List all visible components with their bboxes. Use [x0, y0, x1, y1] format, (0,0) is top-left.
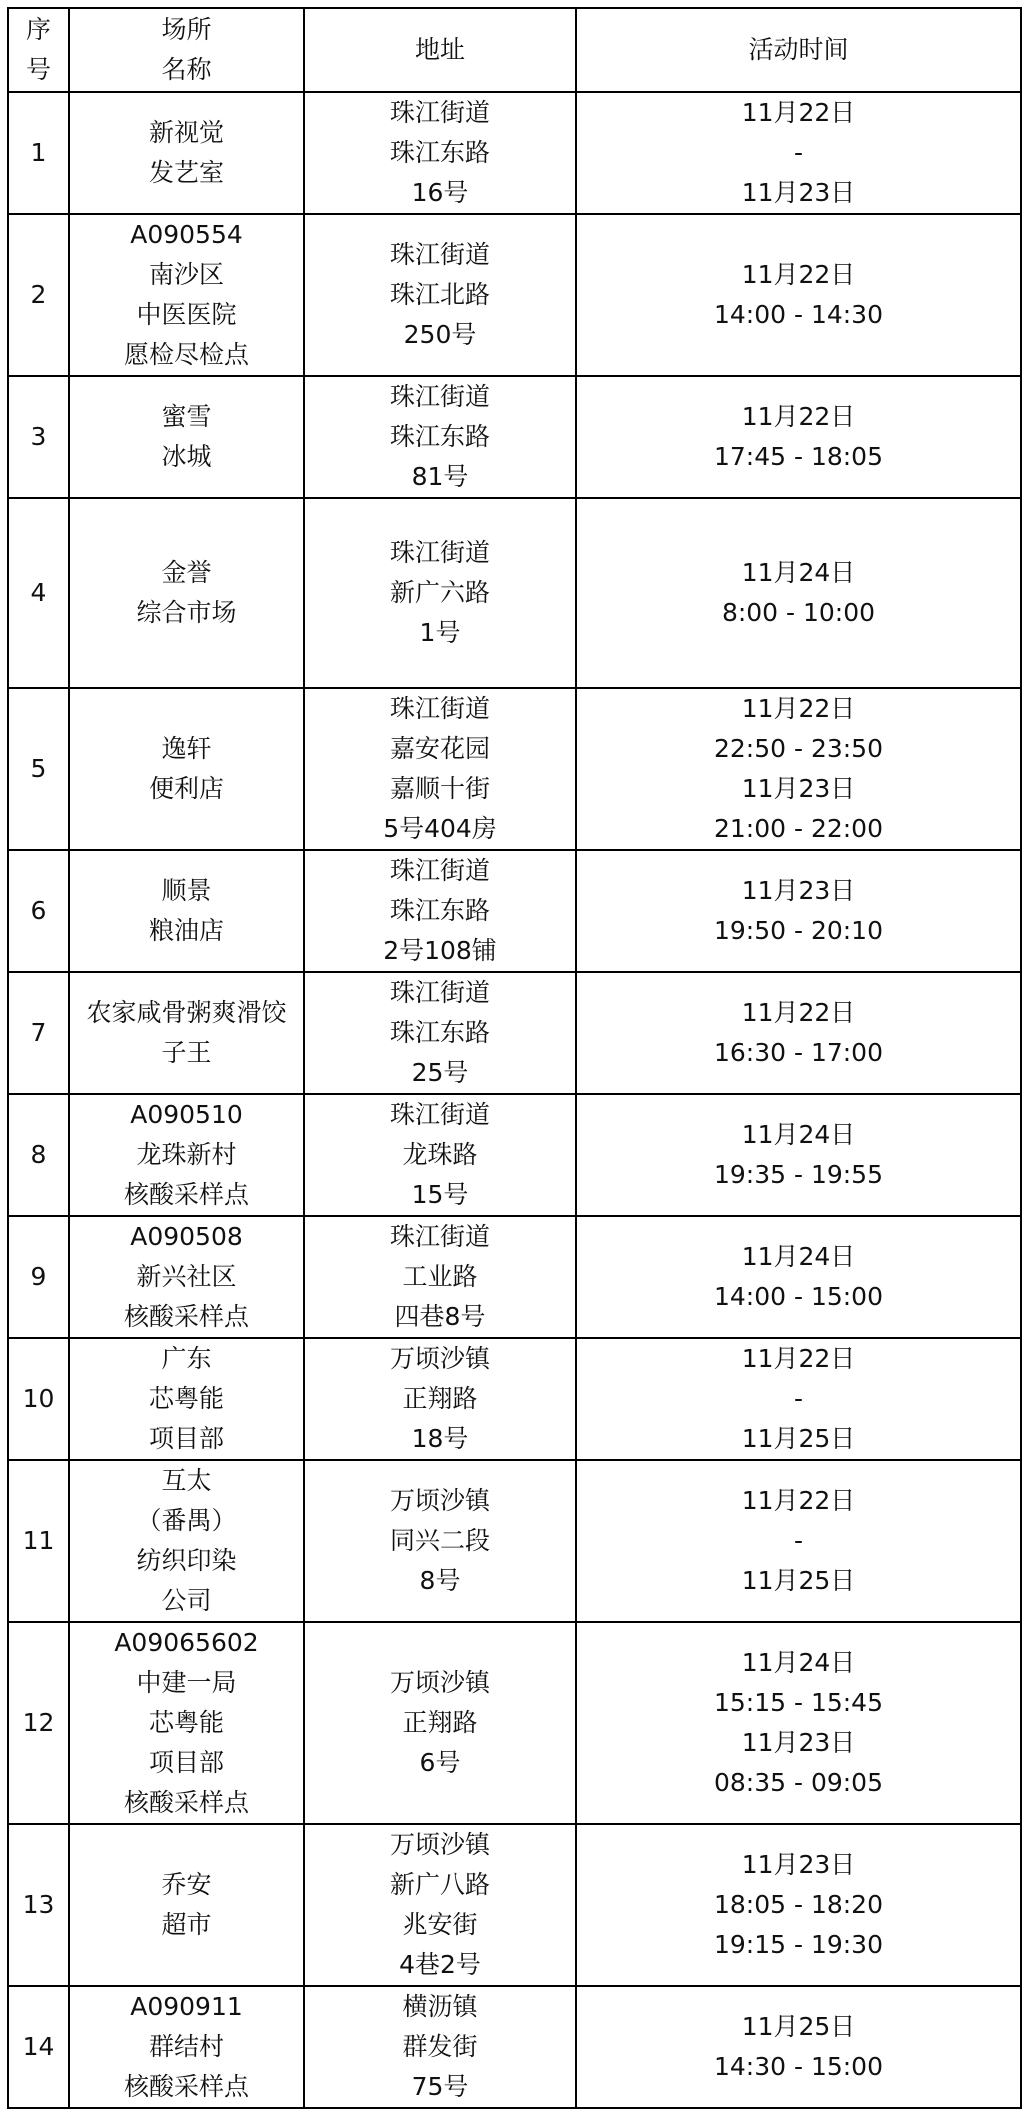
place-name-cell-line: 项目部: [148, 1424, 224, 1453]
activity-time-cell-line: -: [793, 1526, 804, 1555]
serial-number-cell: 6: [8, 850, 69, 972]
activity-time-cell-line: 8:00 - 10:00: [721, 598, 876, 627]
place-name-cell-line: A09065602: [114, 1628, 259, 1657]
place-name-cell: [69, 1094, 304, 1216]
venue-activity-table: [7, 7, 1022, 2109]
serial-number-cell: 14: [8, 1986, 69, 2108]
place-name-cell-line: 新视觉: [148, 118, 224, 147]
activity-time-cell: [576, 498, 1021, 688]
activity-time-cell-line: 15:15 - 15:45: [713, 1688, 883, 1717]
address-cell-line: 兆安街: [402, 1910, 478, 1939]
activity-time-cell: [576, 1216, 1021, 1338]
activity-time-cell-line: -: [793, 138, 804, 167]
serial-number-cell: 10: [8, 1338, 69, 1460]
activity-time-cell-line: 11月25日: [741, 2012, 856, 2041]
serial-number-cell: 1: [8, 92, 69, 214]
table-row: [8, 850, 1021, 972]
activity-time-cell-line: 08:35 - 09:05: [713, 1768, 883, 1797]
place-name-cell-line: 公司: [161, 1586, 212, 1615]
activity-time-cell: [576, 688, 1021, 850]
serial-number-cell: 4: [8, 498, 69, 688]
place-name-cell-line: 群结村: [148, 2032, 224, 2061]
address-cell-line: 珠江北路: [389, 280, 490, 309]
address-cell: [304, 850, 576, 972]
place-name-cell-line: 新兴社区: [136, 1262, 237, 1291]
table-row: [8, 1986, 1021, 2108]
place-name-cell-line: 芯粤能: [148, 1384, 224, 1413]
address-cell-line: 万顷沙镇: [389, 1486, 490, 1515]
address-cell-line: 横沥镇: [402, 1992, 478, 2021]
address-cell-line: 75号: [411, 2072, 469, 2101]
place-name-cell-line: 愿检尽检点: [123, 340, 249, 369]
address-cell: [304, 1338, 576, 1460]
activity-time-cell-line: 11月22日: [741, 98, 856, 127]
activity-time-cell-line: 11月22日: [741, 998, 856, 1027]
address-cell: [304, 1094, 576, 1216]
activity-time-cell-line: 14:00 - 14:30: [713, 300, 883, 329]
place-name-cell-line: 蜜雪: [161, 402, 212, 431]
activity-time-cell-line: 11月24日: [741, 1648, 856, 1677]
place-name-cell-line: 逸轩: [161, 734, 212, 763]
place-name-cell-line: 核酸采样点: [123, 1180, 249, 1209]
activity-time-cell: [576, 214, 1021, 376]
serial-number-cell: 5: [8, 688, 69, 850]
address-cell-line: 群发街: [402, 2032, 478, 2061]
place-name-cell-line: 广东: [161, 1344, 212, 1373]
place-name-cell: [69, 1824, 304, 1986]
address-cell-line: 珠江东路: [389, 138, 490, 167]
address-cell: [304, 1986, 576, 2108]
place-name-cell: [69, 1338, 304, 1460]
address-cell-line: 25号: [411, 1058, 469, 1087]
address-cell-line: 正翔路: [402, 1708, 478, 1737]
serial-number-cell: 8: [8, 1094, 69, 1216]
place-name-cell-line: A090510: [130, 1100, 243, 1129]
place-name-cell: [69, 92, 304, 214]
header-address: 地址: [304, 8, 576, 92]
table-row: [8, 92, 1021, 214]
activity-time-cell-line: 11月23日: [741, 876, 856, 905]
activity-time-cell-line: 14:30 - 15:00: [713, 2052, 883, 2081]
address-cell-line: 珠江东路: [389, 1018, 490, 1047]
table-row: [8, 972, 1021, 1094]
place-name-cell-line: 核酸采样点: [123, 2072, 249, 2101]
address-cell: [304, 92, 576, 214]
activity-time-cell-line: 11月22日: [741, 694, 856, 723]
serial-number-cell: 13: [8, 1824, 69, 1986]
place-name-cell-line: 核酸采样点: [123, 1302, 249, 1331]
place-name-cell: [69, 214, 304, 376]
address-cell: [304, 1824, 576, 1986]
address-cell-line: 4巷2号: [399, 1950, 481, 1979]
activity-time-cell-line: 19:15 - 19:30: [713, 1930, 883, 1959]
address-cell-line: 81号: [411, 462, 469, 491]
activity-time-cell-line: 11月24日: [741, 1242, 856, 1271]
place-name-cell-line: 金誉: [161, 558, 212, 587]
activity-time-cell-line: 11月22日: [741, 402, 856, 431]
place-name-cell-line: A090554: [130, 220, 243, 249]
place-name-cell-line: 综合市场: [136, 598, 237, 627]
address-cell-line: 珠江街道: [389, 240, 490, 269]
table-row: [8, 1338, 1021, 1460]
place-name-cell: [69, 1460, 304, 1622]
table-row: [8, 1460, 1021, 1622]
activity-time-cell-line: 16:30 - 17:00: [713, 1038, 883, 1067]
serial-number-cell: 11: [8, 1460, 69, 1622]
address-cell-line: 正翔路: [402, 1384, 478, 1413]
activity-time-cell: [576, 1460, 1021, 1622]
place-name-cell-line: 顺景: [161, 876, 212, 905]
place-name-cell-line: 纺织印染: [136, 1546, 237, 1575]
address-cell: [304, 972, 576, 1094]
place-name-cell-line: 超市: [161, 1910, 212, 1939]
activity-time-cell: [576, 850, 1021, 972]
place-name-cell-line: 粮油店: [148, 916, 224, 945]
activity-time-cell: [576, 92, 1021, 214]
serial-number-cell: 12: [8, 1622, 69, 1824]
activity-time-cell: [576, 1338, 1021, 1460]
address-cell-line: 1号: [419, 618, 461, 647]
place-name-cell: [69, 1622, 304, 1824]
address-cell-line: 5号404房: [383, 814, 497, 843]
table-row: [8, 498, 1021, 688]
address-cell-line: 四巷8号: [394, 1302, 486, 1331]
address-cell-line: 工业路: [402, 1262, 478, 1291]
address-cell-line: 万顷沙镇: [389, 1344, 490, 1373]
place-name-cell: [69, 1216, 304, 1338]
address-cell-line: 嘉顺十街: [389, 774, 490, 803]
activity-time-cell-line: 11月25日: [741, 1566, 856, 1595]
activity-time-cell-line: 11月22日: [741, 1486, 856, 1515]
header-activity-time: 活动时间: [576, 8, 1021, 92]
address-cell: [304, 688, 576, 850]
activity-time-cell-line: 21:00 - 22:00: [713, 814, 883, 843]
place-name-cell: [69, 498, 304, 688]
address-cell-line: 同兴二段: [389, 1526, 490, 1555]
address-cell-line: 18号: [411, 1424, 469, 1453]
place-name-cell: [69, 972, 304, 1094]
address-cell: [304, 376, 576, 498]
place-name-cell-line: 南沙区: [148, 260, 224, 289]
address-cell-line: 2号108铺: [383, 936, 497, 965]
address-cell-line: 16号: [411, 178, 469, 207]
activity-time-cell-line: 19:50 - 20:10: [713, 916, 883, 945]
address-cell-line: 珠江街道: [389, 694, 490, 723]
address-cell-line: 新广六路: [389, 578, 490, 607]
address-cell: [304, 498, 576, 688]
place-name-cell-line: 核酸采样点: [123, 1788, 249, 1817]
table-row: [8, 1094, 1021, 1216]
serial-number-cell: 9: [8, 1216, 69, 1338]
serial-number-cell: 2: [8, 214, 69, 376]
place-name-cell: [69, 850, 304, 972]
activity-time-cell-line: 11月24日: [741, 558, 856, 587]
address-cell-line: 新广八路: [389, 1870, 490, 1899]
activity-time-cell-line: 11月23日: [741, 1728, 856, 1757]
serial-number-cell: 3: [8, 376, 69, 498]
place-name-cell-line: 冰城: [161, 442, 212, 471]
table-header-row: [8, 8, 1021, 92]
activity-time-cell-line: 11月25日: [741, 1424, 856, 1453]
place-name-cell-line: 发艺室: [148, 158, 224, 187]
place-name-cell-line: 互太: [161, 1466, 212, 1495]
address-cell-line: 龙珠路: [402, 1140, 478, 1169]
address-cell-line: 珠江街道: [389, 978, 490, 1007]
address-cell-line: 珠江东路: [389, 896, 490, 925]
activity-time-cell-line: 11月22日: [741, 260, 856, 289]
activity-time-cell: [576, 1622, 1021, 1824]
activity-time-cell-line: 14:00 - 15:00: [713, 1282, 883, 1311]
activity-time-cell-line: -: [793, 1384, 804, 1413]
place-name-cell-line: 芯粤能: [148, 1708, 224, 1737]
activity-time-cell: [576, 1986, 1021, 2108]
activity-time-cell-line: 22:50 - 23:50: [713, 734, 883, 763]
address-cell-line: 珠江街道: [389, 1100, 490, 1129]
address-cell: [304, 214, 576, 376]
place-name-cell: [69, 688, 304, 850]
place-name-cell-line: 项目部: [148, 1748, 224, 1777]
place-name-cell-line: 便利店: [148, 774, 224, 803]
address-cell-line: 万顷沙镇: [389, 1830, 490, 1859]
place-name-cell-line: 龙珠新村: [136, 1140, 237, 1169]
address-cell-line: 珠江街道: [389, 98, 490, 127]
address-cell-line: 珠江街道: [389, 382, 490, 411]
activity-time-cell-line: 17:45 - 18:05: [713, 442, 883, 471]
address-cell: [304, 1622, 576, 1824]
activity-time-cell: [576, 376, 1021, 498]
activity-time-cell: [576, 1094, 1021, 1216]
activity-time-cell: [576, 1824, 1021, 1986]
header-place-name: 场所 名称: [69, 8, 304, 92]
activity-time-cell-line: 11月22日: [741, 1344, 856, 1373]
address-cell: [304, 1460, 576, 1622]
table-row: [8, 1622, 1021, 1824]
place-name-cell-line: 中建一局: [136, 1668, 237, 1697]
address-cell-line: 珠江街道: [389, 538, 490, 567]
activity-time-cell-line: 11月23日: [741, 1850, 856, 1879]
place-name-cell-line: A090911: [130, 1992, 243, 2021]
address-cell-line: 8号: [419, 1566, 461, 1595]
activity-time-cell-line: 11月24日: [741, 1120, 856, 1149]
activity-time-cell-line: 18:05 - 18:20: [713, 1890, 883, 1919]
address-cell-line: 15号: [411, 1180, 469, 1209]
address-cell-line: 珠江东路: [389, 422, 490, 451]
activity-time-cell: [576, 972, 1021, 1094]
place-name-cell-line: 农家咸骨粥爽滑饺: [86, 998, 287, 1027]
activity-time-cell-line: 19:35 - 19:55: [713, 1160, 883, 1189]
table-row: [8, 1824, 1021, 1986]
address-cell-line: 万顷沙镇: [389, 1668, 490, 1697]
address-cell-line: 珠江街道: [389, 1222, 490, 1251]
address-cell: [304, 1216, 576, 1338]
table-row: [8, 214, 1021, 376]
address-cell-line: 250号: [403, 320, 477, 349]
table-row: [8, 376, 1021, 498]
place-name-cell-line: A090508: [130, 1222, 243, 1251]
place-name-cell-line: 子王: [161, 1038, 212, 1067]
serial-number-cell: 7: [8, 972, 69, 1094]
place-name-cell-line: （番禺）: [136, 1506, 237, 1535]
address-cell-line: 6号: [419, 1748, 461, 1777]
table-row: [8, 688, 1021, 850]
header-serial-number: 序 号: [8, 8, 69, 92]
address-cell-line: 珠江街道: [389, 856, 490, 885]
activity-time-cell-line: 11月23日: [741, 774, 856, 803]
place-name-cell: [69, 376, 304, 498]
activity-time-cell-line: 11月23日: [741, 178, 856, 207]
address-cell-line: 嘉安花园: [389, 734, 490, 763]
place-name-cell-line: 乔安: [161, 1870, 212, 1899]
table-row: [8, 1216, 1021, 1338]
place-name-cell: [69, 1986, 304, 2108]
place-name-cell-line: 中医医院: [136, 300, 237, 329]
